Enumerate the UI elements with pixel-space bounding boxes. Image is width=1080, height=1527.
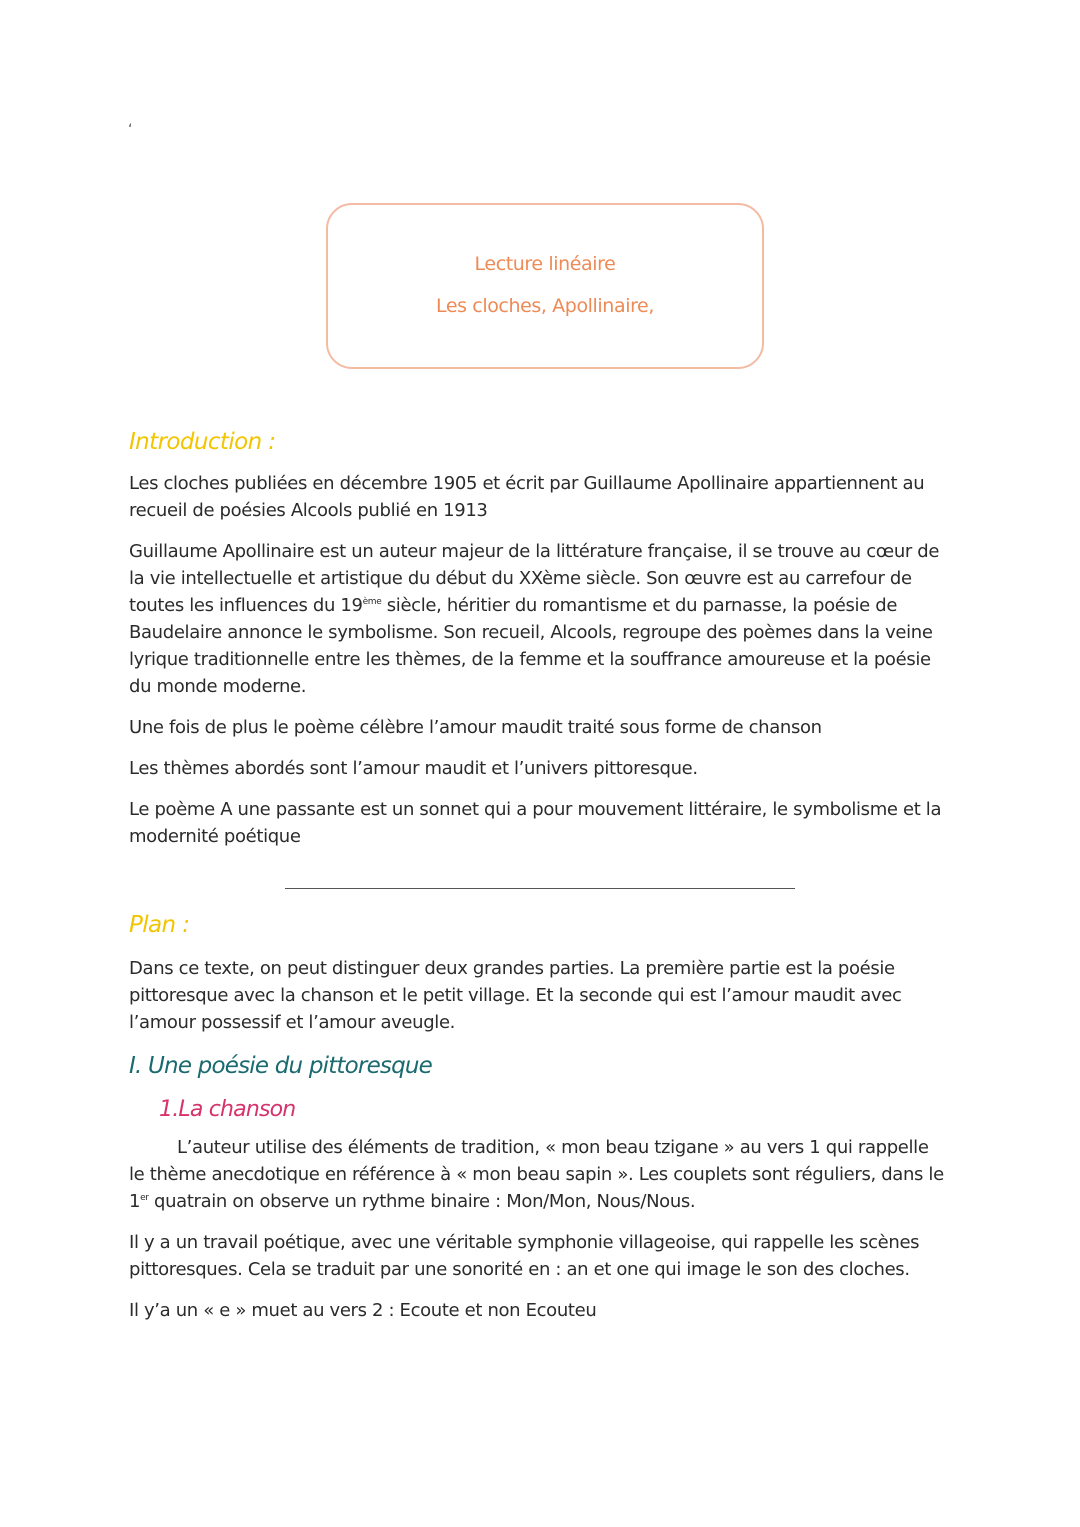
intro-paragraph-2-part-a: Guillaume Apollinaire est un auteur majeur de la littérature française, il se trouve au cœur de la vie intellectuelle et artistique du début du XXème siècle. Son œuvre est au carrefour de toutes les influences du 19 bbox=[129, 541, 940, 616]
superscript-eme: ème bbox=[362, 597, 382, 607]
intro-paragraph-3: Une fois de plus le poème célèbre l’amour maudit traité sous forme de chanson bbox=[129, 717, 822, 738]
chanson-paragraph-3: Il y’a un « e » muet au vers 2 : Ecoute et non Ecouteu bbox=[129, 1300, 597, 1321]
chanson-paragraph-1-part-b: quatrain on observe un rythme binaire : Mon/Mon, Nous/Nous. bbox=[148, 1191, 696, 1212]
intro-paragraph-5: Le poème A une passante est un sonnet qui a pour mouvement littéraire, le symbolisme et la modernité poétique bbox=[129, 799, 942, 847]
chanson-paragraph-2: Il y a un travail poétique, avec une véritable symphonie villageoise, qui rappelle les scènes pittoresques. Cela se traduit par une sonorité en : an et one qui image le son des cloches. bbox=[129, 1232, 920, 1280]
intro-paragraph-2 bbox=[129, 538, 949, 700]
superscript-er: er bbox=[140, 1193, 149, 1203]
title-line-1: Lecture linéaire bbox=[474, 253, 616, 275]
intro-paragraph-4: Les thèmes abordés sont l’amour maudit et l’univers pittoresque. bbox=[129, 758, 698, 779]
chanson-paragraph-1 bbox=[129, 1134, 949, 1215]
intro-paragraph-1: Les cloches publiées en décembre 1905 et écrit par Guillaume Apollinaire appartiennent au recueil de poésies Alcools publié en 1913 bbox=[129, 473, 925, 521]
stray-mark: ‘ bbox=[128, 122, 133, 138]
title-line-2: Les cloches, Apollinaire, bbox=[436, 295, 654, 317]
title-box bbox=[326, 203, 764, 369]
introduction-heading: Introduction : bbox=[129, 429, 276, 455]
chanson-paragraph-1-part-a: L’auteur utilise des éléments de tradition, « mon beau tzigane » au vers 1 qui rappelle le thème anecdotique en référence à « mon beau sapin ». Les couplets sont réguliers, dans le 1 bbox=[129, 1137, 944, 1212]
subpart-1-heading: 1.La chanson bbox=[159, 1097, 296, 1122]
intro-paragraph-2-part-b: siècle, héritier du romantisme et du parnasse, la poésie de Baudelaire annonce le symbolisme. Son recueil, Alcools, regroupe des poèmes dans la veine lyrique traditionnelle entre les thèmes, de la femme et la souffrance amoureuse et la poésie du monde moderne. bbox=[129, 595, 933, 697]
section-divider bbox=[285, 888, 795, 889]
part-1-heading: I. Une poésie du pittoresque bbox=[129, 1053, 433, 1079]
plan-paragraph: Dans ce texte, on peut distinguer deux grandes parties. La première partie est la poésie pittoresque avec la chanson et le petit village. Et la seconde qui est l’amour maudit avec l’amour possessif et l’amour aveugle. bbox=[129, 958, 902, 1033]
document-body bbox=[129, 426, 949, 1324]
plan-heading: Plan : bbox=[129, 912, 190, 938]
